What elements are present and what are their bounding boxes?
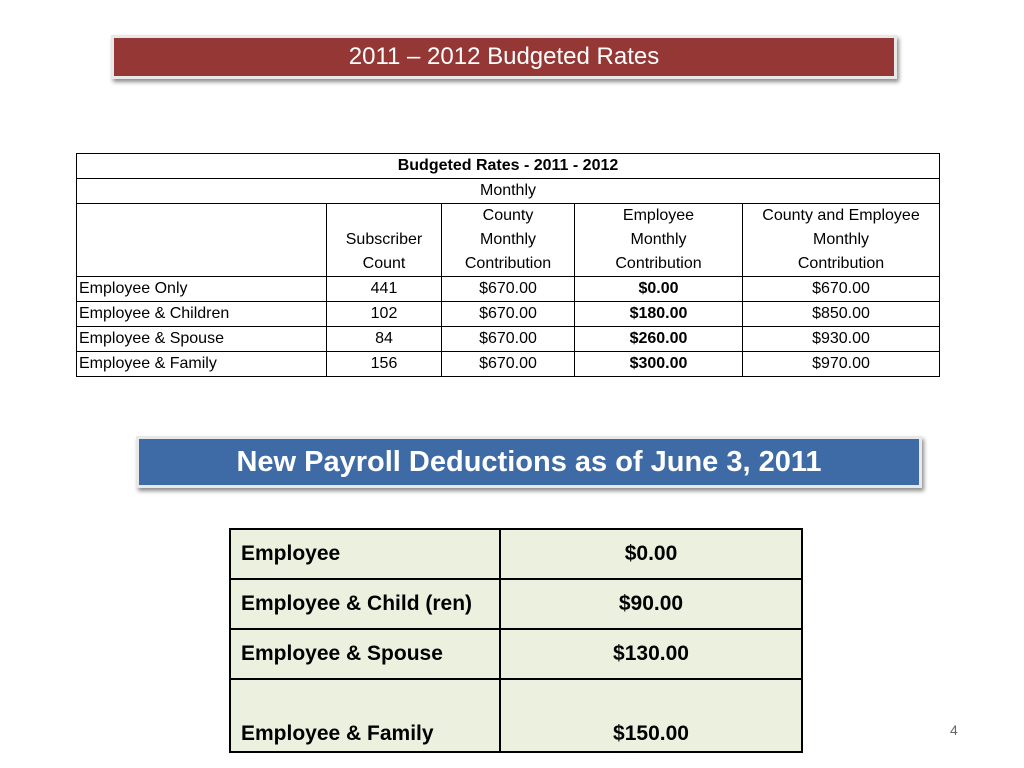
cell-count: 156 (327, 352, 442, 377)
header-line: Contribution (797, 255, 885, 272)
cell-count: 102 (327, 302, 442, 327)
header-line: Monthly (479, 231, 537, 248)
header-county-contribution (442, 204, 575, 277)
cell-county: $670.00 (442, 277, 575, 302)
header-line: Count (362, 255, 406, 272)
header-total-contribution (743, 204, 940, 277)
slide-title-banner (111, 35, 897, 79)
table-row (77, 277, 940, 302)
header-employee-contribution (575, 204, 743, 277)
header-line: Subscriber (345, 231, 423, 248)
table-row (230, 579, 802, 629)
deduction-amount: $0.00 (500, 529, 802, 579)
cell-employee: $260.00 (575, 327, 743, 352)
cell-count: 441 (327, 277, 442, 302)
budgeted-rates-table (76, 153, 940, 377)
deduction-tier: Employee & Spouse (230, 629, 500, 679)
header-line: Monthly (812, 231, 870, 248)
rates-table-period: Monthly (77, 179, 940, 204)
table-row (230, 529, 802, 579)
header-tier (77, 204, 327, 277)
cell-total: $670.00 (743, 277, 940, 302)
deduction-tier: Employee (230, 529, 500, 579)
table-row (230, 629, 802, 679)
header-line: County and Employee (762, 207, 920, 224)
cell-tier: Employee Only (77, 277, 327, 302)
table-row (230, 679, 802, 752)
table-row (77, 302, 940, 327)
page-number: 4 (950, 722, 958, 738)
header-line: Monthly (630, 231, 687, 248)
rates-table-header-row (77, 204, 940, 277)
payroll-deductions-banner (136, 436, 922, 488)
rates-table-title: Budgeted Rates - 2011 - 2012 (77, 154, 940, 179)
payroll-deductions-table (229, 528, 803, 753)
cell-tier: Employee & Children (77, 302, 327, 327)
cell-employee: $0.00 (575, 277, 743, 302)
deduction-tier: Employee & Child (ren) (230, 579, 500, 629)
cell-total: $970.00 (743, 352, 940, 377)
header-line: Contribution (464, 255, 552, 272)
table-row (77, 352, 940, 377)
cell-tier: Employee & Spouse (77, 327, 327, 352)
deduction-amount: $150.00 (500, 679, 802, 752)
deduction-amount: $90.00 (500, 579, 802, 629)
slide-title: 2011 – 2012 Budgeted Rates (348, 43, 660, 70)
cell-employee: $300.00 (575, 352, 743, 377)
header-line: County (482, 207, 534, 224)
cell-county: $670.00 (442, 352, 575, 377)
payroll-heading: New Payroll Deductions as of June 3, 2011 (236, 446, 822, 478)
deduction-amount: $130.00 (500, 629, 802, 679)
cell-total: $930.00 (743, 327, 940, 352)
cell-count: 84 (327, 327, 442, 352)
header-line: Contribution (615, 255, 702, 272)
cell-employee: $180.00 (575, 302, 743, 327)
deduction-tier: Employee & Family (230, 679, 500, 752)
table-row (77, 327, 940, 352)
cell-total: $850.00 (743, 302, 940, 327)
cell-tier: Employee & Family (77, 352, 327, 377)
header-subscriber-count (327, 204, 442, 277)
cell-county: $670.00 (442, 302, 575, 327)
header-line: Employee (622, 207, 695, 224)
cell-county: $670.00 (442, 327, 575, 352)
